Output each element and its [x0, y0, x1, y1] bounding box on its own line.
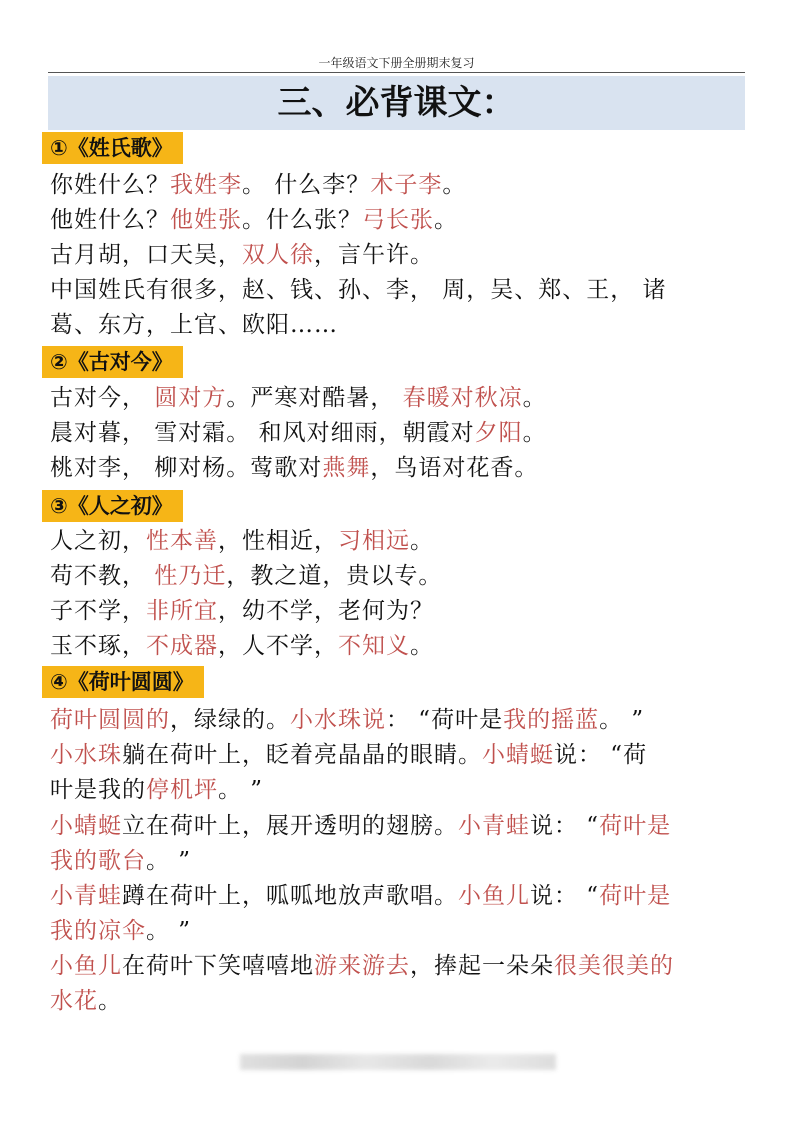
highlight-text: 我的摇蓝: [503, 707, 600, 733]
body-text: 。 ”: [599, 707, 645, 733]
body-text: 玉不琢，: [50, 633, 146, 659]
text-line: [50, 524, 750, 558]
highlight-text: 性乃迁: [154, 563, 227, 589]
highlight-text: 弓长张: [362, 207, 434, 233]
highlight-text: 停机坪: [146, 777, 218, 803]
body-text: 古月胡，口天吴，: [50, 242, 242, 268]
body-text: ，绿绿的。: [170, 707, 290, 733]
highlight-text: 春暖对秋凉: [402, 385, 523, 411]
highlight-text: 性本善: [146, 528, 218, 554]
highlight-text: 燕舞: [322, 455, 371, 481]
body-text: 你姓什么？: [50, 172, 170, 198]
text-line: [50, 738, 750, 772]
text-line: [50, 879, 750, 913]
text-line: [50, 844, 750, 878]
body-text: 。: [98, 988, 122, 1014]
text-line: [50, 273, 750, 307]
body-text: 立在荷叶上，展开透明的翅膀。: [122, 813, 458, 839]
highlight-text: 小水珠: [50, 742, 122, 768]
body-text: 他姓什么？: [50, 207, 170, 233]
highlight-text: 小鱼儿: [50, 953, 122, 979]
text-line: [50, 559, 750, 593]
body-text: 。什么张？: [242, 207, 362, 233]
body-text: 。 什么李？: [242, 172, 371, 198]
body-text: 中国姓氏有很多，赵、钱、孙、李， 周，吴、郑、王， 诸: [50, 277, 667, 303]
body-text: 晨对暮， 雪对霜。 和风对细雨，朝霞对: [50, 420, 475, 446]
highlight-text: 非所宜: [146, 598, 218, 624]
body-text: 说： “: [530, 813, 600, 839]
body-text: ，鸟语对花香。: [370, 455, 539, 481]
highlight-text: 荷叶是: [599, 883, 672, 909]
text-line: [50, 416, 750, 450]
highlight-text: 木子李: [370, 172, 443, 198]
highlight-text: 我的凉伞: [50, 918, 146, 944]
body-text: 。: [522, 385, 547, 411]
body-text: 苟不教，: [50, 563, 155, 589]
body-text: 说： “: [530, 883, 600, 909]
body-text: ，言午许。: [314, 242, 434, 268]
body-text: 。 ”: [218, 777, 264, 803]
body-text: 在荷叶下笑嘻嘻地: [122, 953, 314, 979]
body-text: 。: [522, 420, 547, 446]
section-label-three-character: ③《人之初》: [42, 490, 183, 522]
highlight-text: 小鱼儿: [458, 883, 530, 909]
body-text: 叶是我的: [50, 777, 146, 803]
body-text: 。: [434, 207, 458, 233]
highlight-text: 小蜻蜓: [50, 813, 122, 839]
body-text: 。 ”: [146, 918, 192, 944]
highlight-text: 荷叶是: [599, 813, 672, 839]
text-line: [50, 238, 750, 272]
highlight-text: 小青蛙: [50, 883, 122, 909]
highlight-text: 荷叶圆圆的: [50, 707, 170, 733]
text-line: [50, 773, 750, 807]
body-text: 。严寒对酷暑，: [226, 385, 403, 411]
body-text: 古对今，: [50, 385, 155, 411]
body-text: ，人不学，: [218, 633, 338, 659]
page-header: 一年级语文下册全册期末复习: [318, 56, 475, 70]
body-text: 子不学，: [50, 598, 146, 624]
body-text: 躺在荷叶上，眨着亮晶晶的眼睛。: [122, 742, 482, 768]
section-label-surname-song: ①《姓氏歌》: [42, 132, 183, 164]
highlight-text: 夕阳: [474, 420, 523, 446]
body-text: 蹲在荷叶上，呱呱地放声歌唱。: [122, 883, 458, 909]
body-text: 说： “荷: [554, 742, 648, 768]
text-line: [50, 984, 750, 1018]
highlight-text: 小青蛙: [458, 813, 530, 839]
body-text: 。: [442, 172, 467, 198]
highlight-text: 不成器: [146, 633, 218, 659]
text-line: [50, 381, 750, 415]
body-text: 。: [410, 528, 434, 554]
highlight-text: 我的歌台: [50, 848, 146, 874]
body-text: 人之初，: [50, 528, 146, 554]
text-line: [50, 308, 750, 342]
body-text: 。: [410, 633, 434, 659]
highlight-text: 水花: [50, 988, 98, 1014]
text-line: [50, 809, 750, 843]
text-line: [50, 594, 750, 628]
body-text: 葛、东方，上官、欧阳……: [50, 312, 338, 338]
body-text: ，捧起一朵朵: [410, 953, 554, 979]
section-label-lotus-leaf: ④《荷叶圆圆》: [42, 666, 204, 698]
text-line: [50, 629, 750, 663]
page-title: 三、必背课文：: [277, 83, 516, 123]
highlight-text: 游来游去: [314, 953, 410, 979]
text-line: [50, 949, 750, 983]
highlight-text: 双人徐: [242, 242, 314, 268]
highlight-text: 圆对方: [154, 385, 227, 411]
highlight-text: 很美很美的: [554, 953, 674, 979]
highlight-text: 不知义: [338, 633, 410, 659]
highlight-text: 习相远: [338, 528, 410, 554]
body-text: ，教之道，贵以专。: [226, 563, 443, 589]
text-line: [50, 451, 750, 485]
highlight-text: 小水珠说: [290, 707, 386, 733]
text-line: [50, 203, 750, 237]
body-text: 。 ”: [146, 848, 192, 874]
body-text: ： “荷叶是: [386, 707, 504, 733]
body-text: ，幼不学，老何为？: [218, 598, 434, 624]
text-line: [50, 703, 750, 737]
highlight-text: 他姓张: [170, 207, 242, 233]
header-rule: [48, 72, 745, 73]
text-line: [50, 914, 750, 948]
body-text: 桃对李， 柳对杨。莺歌对: [50, 455, 323, 481]
section-label-ancient-modern: ②《古对今》: [42, 346, 183, 378]
blurred-footer: [240, 1054, 556, 1070]
text-line: [50, 168, 750, 202]
highlight-text: 我姓李: [170, 172, 242, 198]
body-text: ，性相近，: [218, 528, 338, 554]
highlight-text: 小蜻蜓: [482, 742, 554, 768]
